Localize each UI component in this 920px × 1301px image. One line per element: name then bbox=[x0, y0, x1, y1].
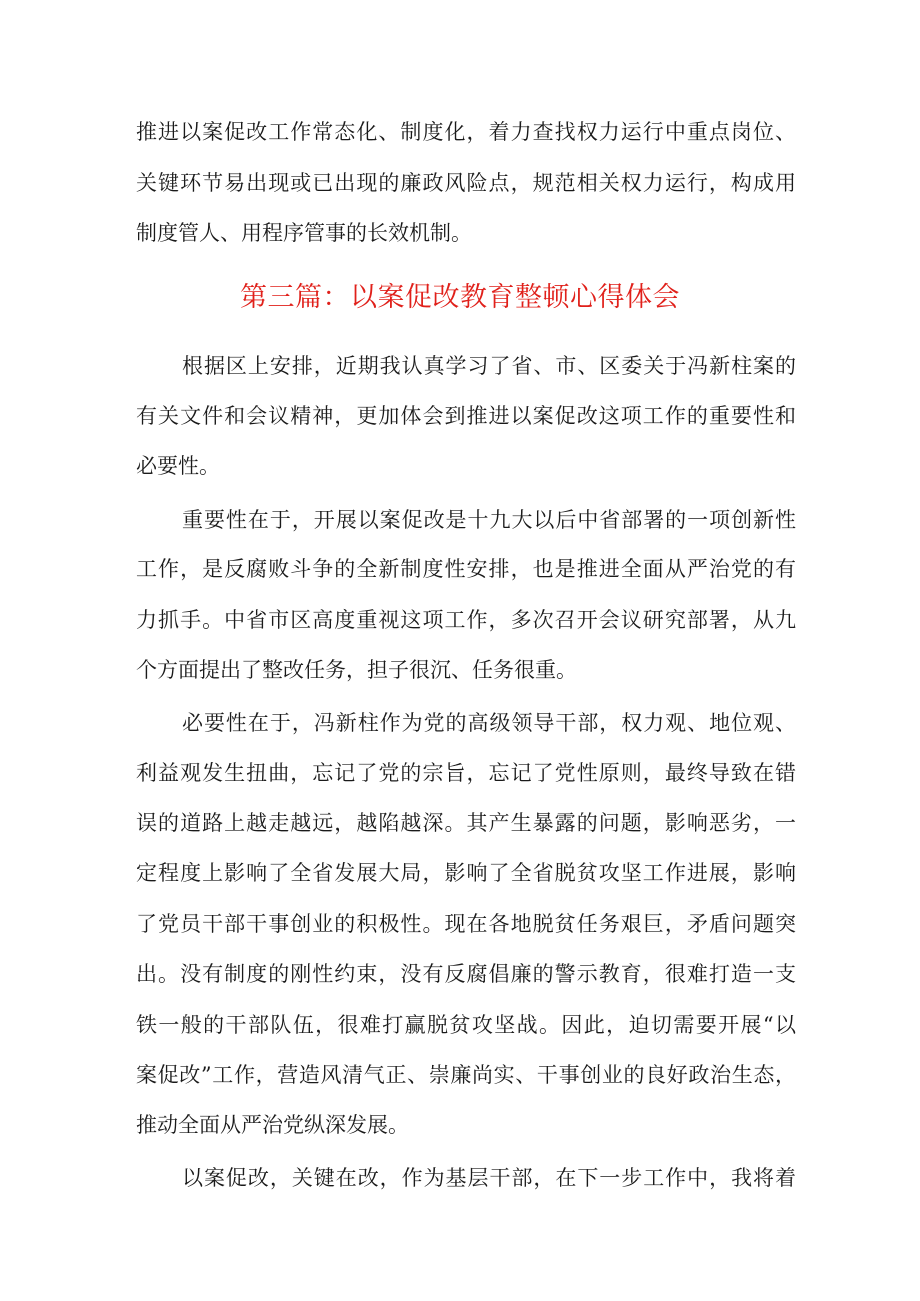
paragraph1-line-2: 有关文件和会议精神，更加体会到推进以案促改这项工作的重要性和 bbox=[136, 404, 796, 428]
paragraph3-line-6: 出。没有制度的刚性约束，没有反腐倡廉的警示教育，很难打造一支 bbox=[136, 962, 796, 986]
paragraph3-line-5: 了党员干部干事创业的积极性。现在各地脱贫任务艰巨，矛盾问题突 bbox=[136, 912, 796, 936]
paragraph2-line-2: 工作，是反腐败斗争的全新制度性安排，也是推进全面从严治党的有 bbox=[136, 557, 796, 581]
paragraph3-line-2: 利益观发生扭曲，忘记了党的宗旨，忘记了党性原则，最终导致在错 bbox=[136, 761, 796, 785]
paragraph1-line-1: 根据区上安排，近期我认真学习了省、市、区委关于冯新柱案的 bbox=[182, 354, 796, 378]
paragraph2-line-4: 个方面提出了整改任务，担子很沉、任务很重。 bbox=[136, 658, 577, 682]
paragraph3-line-9: 推动全面从严治党纵深发展。 bbox=[136, 1113, 409, 1137]
paragraph3-line-8: 案促改”工作，营造风清气正、崇廉尚实、干事创业的良好政治生态， bbox=[136, 1063, 796, 1087]
paragraph3-line-1: 必要性在于，冯新柱作为党的高级领导干部，权力观、地位观、 bbox=[182, 711, 796, 735]
paragraph3-line-7: 铁一般的干部队伍，很难打赢脱贫攻坚战。因此，迫切需要开展“以 bbox=[136, 1013, 796, 1037]
paragraph3-line-4: 定程度上影响了全省发展大局，影响了全省脱贫攻坚工作进展，影响 bbox=[136, 861, 796, 885]
paragraph1-line-3: 必要性。 bbox=[136, 454, 220, 478]
paragraph4-line-1: 以案促改，关键在改，作为基层干部，在下一步工作中，我将着 bbox=[182, 1166, 796, 1190]
paragraph3-line-3: 误的道路上越走越远，越陷越深。其产生暴露的问题，影响恶劣，一 bbox=[136, 811, 796, 835]
section-heading: 第三篇：以案促改教育整顿心得体会 bbox=[240, 282, 680, 313]
intro-line-2: 关键环节易出现或已出现的廉政风险点，规范相关权力运行，构成用 bbox=[136, 171, 796, 195]
intro-line-1: 推进以案促改工作常态化、制度化，着力查找权力运行中重点岗位、 bbox=[136, 120, 796, 144]
intro-line-3: 制度管人、用程序管事的长效机制。 bbox=[136, 221, 472, 245]
paragraph2-line-1: 重要性在于，开展以案促改是十九大以后中省部署的一项创新性 bbox=[182, 508, 796, 532]
paragraph2-line-3: 力抓手。中省市区高度重视这项工作，多次召开会议研究部署，从九 bbox=[136, 608, 796, 632]
